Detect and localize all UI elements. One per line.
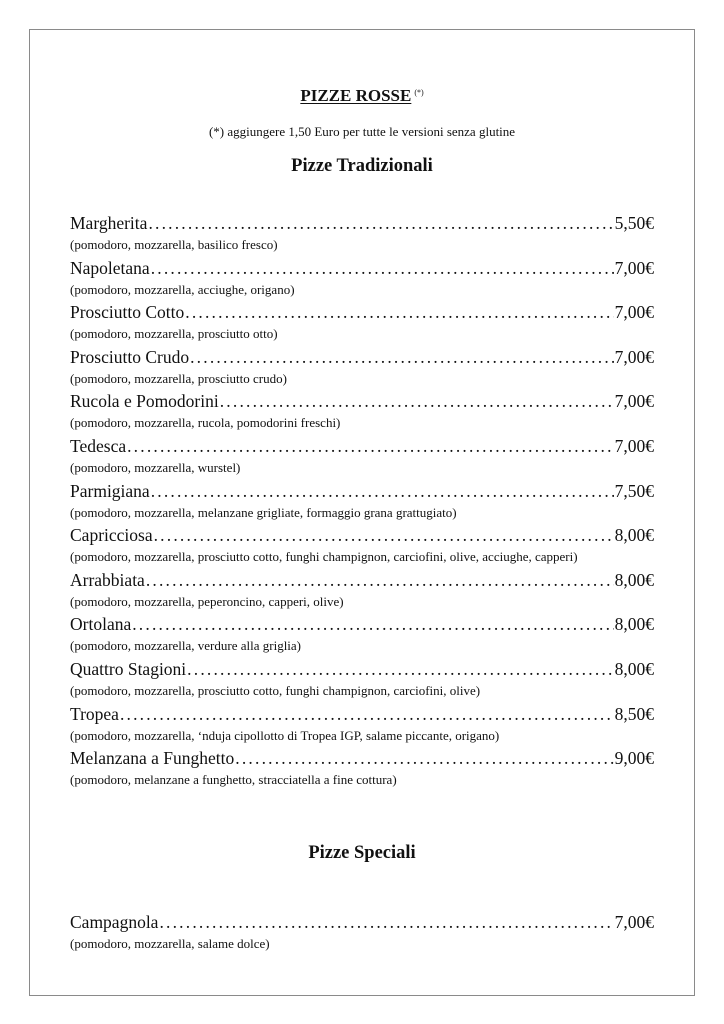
item-name: Tedesca [70,435,127,456]
item-ingredients: (pomodoro, mozzarella, acciughe, origano) [70,281,295,297]
dot-leader [185,301,613,324]
item-name: Margherita [70,213,148,233]
menu-item [70,480,654,525]
item-name: Quattro Stagioni [70,658,187,679]
menu-item [70,911,654,956]
menu-item [70,658,654,703]
item-name: Prosciutto Cotto [70,302,185,323]
item-price: 7,50€ [614,480,654,501]
item-name: Rucola e Pomodorini [70,391,219,412]
item-price: 7,00€ [614,912,654,932]
menu-item-row [70,613,654,636]
dot-leader [235,747,613,770]
item-ingredients: (pomodoro, mozzarella, prosciutto crudo) [70,370,287,386]
item-price: 8,00€ [614,658,654,679]
menu-item [70,257,654,302]
item-ingredients: (pomodoro, mozzarella, melanzane grigliate, formaggio grana grattugiato) [70,504,457,520]
item-price: 7,00€ [614,257,654,278]
item-ingredients: (pomodoro, melanzane a funghetto, stracciatella a fine cottura) [70,772,397,788]
menu-item-row [70,212,654,235]
dot-leader [190,346,614,369]
item-price: 8,50€ [614,703,654,724]
dot-leader [220,390,614,413]
item-name: Campagnola [70,912,159,932]
item-name: Melanzana a Funghetto [70,748,235,769]
menu-item [70,390,654,435]
gluten-free-marker: (*) [414,88,424,97]
menu-item [70,346,654,391]
menu-item-row [70,257,654,280]
item-name: Ortolana [70,614,132,635]
item-name: Napoletana [70,257,150,278]
item-name: Capricciosa [70,525,153,546]
menu-item [70,703,654,748]
item-price: 7,00€ [614,302,654,323]
item-ingredients: (pomodoro, mozzarella, basilico fresco) [70,237,278,252]
menu-item-row [70,435,654,458]
dot-leader [154,524,614,547]
dot-leader [132,613,613,636]
item-ingredients: (pomodoro, mozzarella, prosciutto cotto, funghi champignon, carciofini, olive, acciughe, capperi) [70,549,578,565]
item-name: Tropea [70,703,119,724]
menu-item [70,212,654,257]
dot-leader [120,703,614,726]
item-ingredients: (pomodoro, mozzarella, prosciutto cotto, funghi champignon, carciofini, olive) [70,682,481,698]
item-price: 7,00€ [614,435,654,456]
menu-item-row [70,480,654,503]
dot-leader [159,911,613,934]
item-ingredients: (pomodoro, mozzarella, rucola, pomodorini freschi) [70,415,341,431]
menu-item-row [70,658,654,681]
item-ingredients: (pomodoro, mozzarella, wurstel) [70,459,241,475]
menu-item-row [70,747,654,770]
menu-item [70,435,654,480]
menu-item [70,524,654,569]
item-price: 7,00€ [614,391,654,412]
section-heading-speciali: Pizze Speciali [308,843,416,863]
item-ingredients: (pomodoro, mozzarella, ‘nduja cipollotto di Tropea IGP, salame piccante, origano) [70,727,500,743]
menu-item-row [70,569,654,592]
menu-item-row [70,524,654,547]
menu-item [70,747,654,792]
item-price: 5,50€ [614,213,654,233]
item-price: 8,00€ [614,614,654,635]
menu-title [0,86,724,106]
section-heading-tradizionali: Pizze Tradizionali [291,156,433,176]
menu-item-row [70,911,654,934]
item-price: 8,00€ [614,569,654,590]
menu-item-row [70,390,654,413]
menu-list-tradizionali [70,212,654,792]
menu-item [70,613,654,658]
menu-item [70,569,654,614]
dot-leader [148,212,613,235]
dot-leader [187,658,613,681]
dot-leader [151,480,614,503]
item-price: 9,00€ [614,748,654,769]
menu-item-row [70,346,654,369]
menu-title-text: PIZZE ROSSE [300,86,412,105]
dot-leader [151,257,614,280]
menu-item-row [70,703,654,726]
gluten-free-note: (*) aggiungere 1,50 Euro per tutte le versioni senza glutine [208,124,516,139]
item-name: Prosciutto Crudo [70,346,190,367]
item-ingredients: (pomodoro, mozzarella, verdure alla griglia) [70,638,302,654]
item-price: 7,00€ [614,346,654,367]
dot-leader [127,435,614,458]
item-name: Arrabbiata [70,569,145,590]
item-price: 8,00€ [614,525,654,546]
item-ingredients: (pomodoro, mozzarella, peperoncino, capperi, olive) [70,593,344,609]
menu-item-row [70,301,654,324]
dot-leader [146,569,614,592]
item-ingredients: (pomodoro, mozzarella, prosciutto otto) [70,326,278,342]
menu-list-speciali [70,911,654,956]
menu-item [70,301,654,346]
item-ingredients: (pomodoro, mozzarella, salame dolce) [70,936,270,951]
item-name: Parmigiana [70,480,150,501]
